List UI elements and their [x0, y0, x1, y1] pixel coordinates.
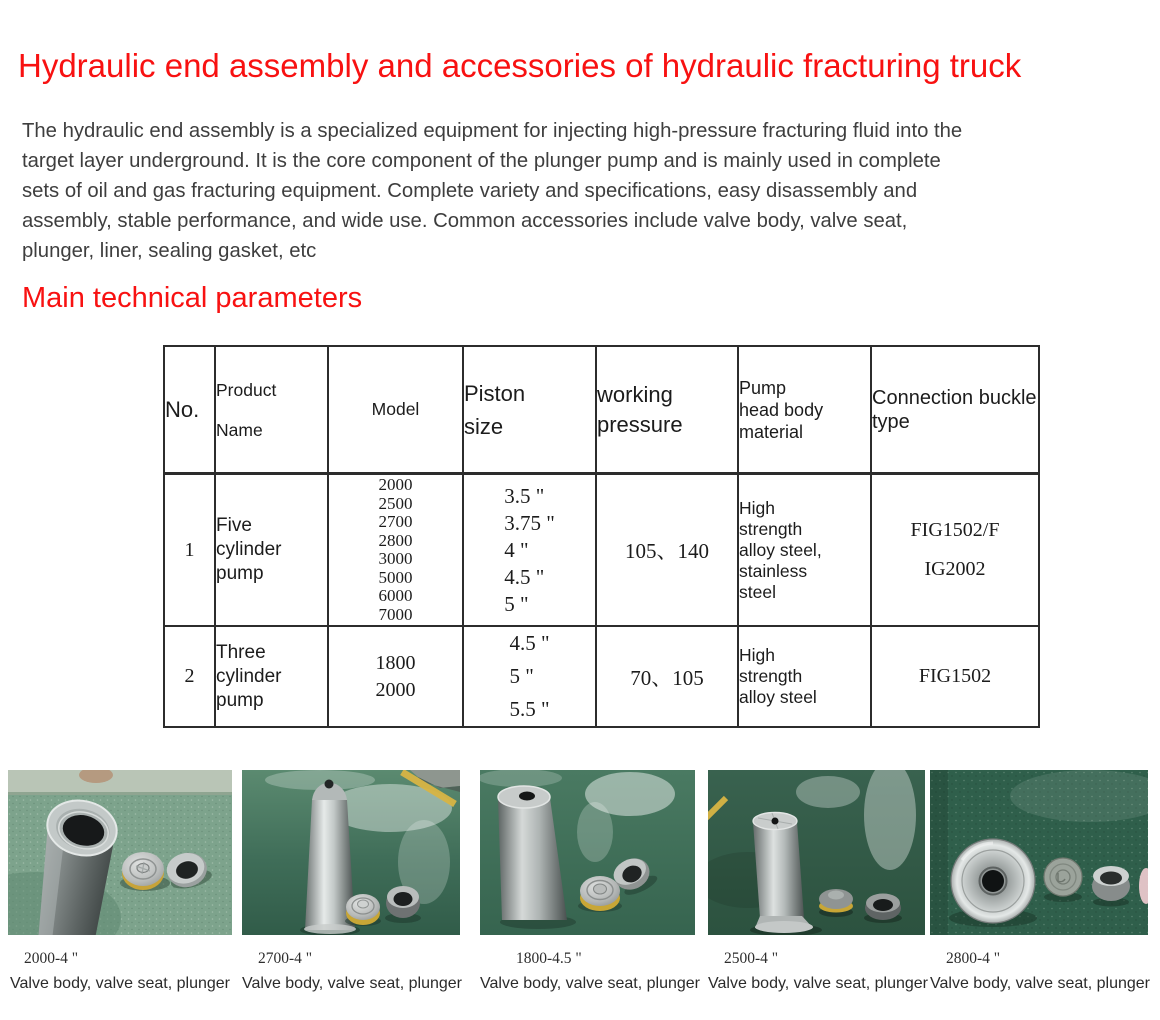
cell-material: High strength alloy steel	[738, 626, 871, 727]
product-photo-plunger	[480, 770, 695, 935]
product-figure	[242, 770, 460, 993]
cell-models: 1800 2000	[328, 626, 463, 727]
product-figure	[8, 770, 232, 993]
caption-parts: Valve body, valve seat, plunger	[242, 975, 462, 992]
caption-parts: Valve body, valve seat, plunger	[10, 975, 230, 992]
cell-connection: FIG1502/F IG2002	[871, 474, 1039, 627]
caption-parts: Valve body, valve seat, plunger	[480, 975, 700, 992]
caption-model: 1800-4.5 "	[516, 950, 582, 967]
table-header-row	[164, 346, 1039, 474]
caption-model: 2700-4 "	[258, 950, 313, 967]
valve-body	[122, 852, 164, 890]
valve-body-cone	[949, 839, 1037, 927]
cell-product-name: Five cylinder pump	[215, 474, 328, 627]
column-header-working-pressure: working pressure	[596, 346, 738, 474]
product-photo-plunger	[242, 770, 460, 935]
column-header-product-name: Product Name	[215, 346, 328, 474]
section-heading: Main technical parameters	[22, 282, 363, 314]
column-header-material: Pump head body material	[738, 346, 871, 474]
valve-seat	[385, 886, 421, 923]
cell-material: High strength alloy steel, stainless steel	[738, 474, 871, 627]
parameters-table	[163, 345, 1040, 728]
table-row	[164, 474, 1039, 627]
product-photo-plunger	[708, 770, 925, 935]
valve-body	[819, 889, 853, 917]
column-header-model: Model	[328, 346, 463, 474]
cell-no: 1	[164, 474, 215, 627]
valve-seat-cup	[1092, 866, 1130, 907]
column-header-connection: Connection buckle type	[871, 346, 1039, 474]
product-figure	[930, 770, 1148, 993]
cell-product-name: Three cylinder pump	[215, 626, 328, 727]
page-title: Hydraulic end assembly and accessories of hydraulic fracturing truck	[18, 47, 1022, 84]
product-figure	[708, 770, 928, 993]
column-header-piston-size: Piston size	[463, 346, 596, 474]
caption-model: 2500-4 "	[724, 950, 779, 967]
cell-models: 2000 2500 2700 2800 3000 5000 6000 7000	[328, 474, 463, 627]
cell-working-pressure: 105、140	[596, 474, 738, 627]
valve-body	[345, 894, 381, 926]
cell-piston-sizes: 4.5 " 5 " 5.5 "	[463, 626, 596, 727]
product-figure	[480, 770, 700, 993]
cell-no: 2	[164, 626, 215, 727]
cell-piston-sizes: 3.5 " 3.75 " 4 " 4.5 " 5 "	[463, 474, 596, 627]
column-header-no: No.	[164, 346, 215, 474]
plunger-plug	[1044, 858, 1082, 902]
valve-seat	[864, 894, 902, 924]
cell-working-pressure: 70、105	[596, 626, 738, 727]
intro-paragraph: The hydraulic end assembly is a specialized equipment for injecting high-pressure fracturing fluid into the target layer underground. It is the core component of the plunger pump and is mainly used in complete sets of oil and gas fracturing equipment. Complete variety and specifications, easy disassembly and assembly, stable performance, and wide use. Common accessories include valve body, valve seat, plunger, liner, sealing gasket, etc	[22, 120, 963, 262]
caption-model: 2000-4 "	[24, 950, 79, 967]
caption-parts: Valve body, valve seat, plunger	[708, 975, 928, 992]
cell-connection: FIG1502	[871, 626, 1039, 727]
table-row	[164, 626, 1039, 727]
product-photo-valve-set	[930, 770, 1148, 935]
caption-model: 2800-4 "	[946, 950, 1001, 967]
product-photo-liner	[8, 770, 232, 935]
caption-parts: Valve body, valve seat, plunger	[930, 975, 1150, 992]
